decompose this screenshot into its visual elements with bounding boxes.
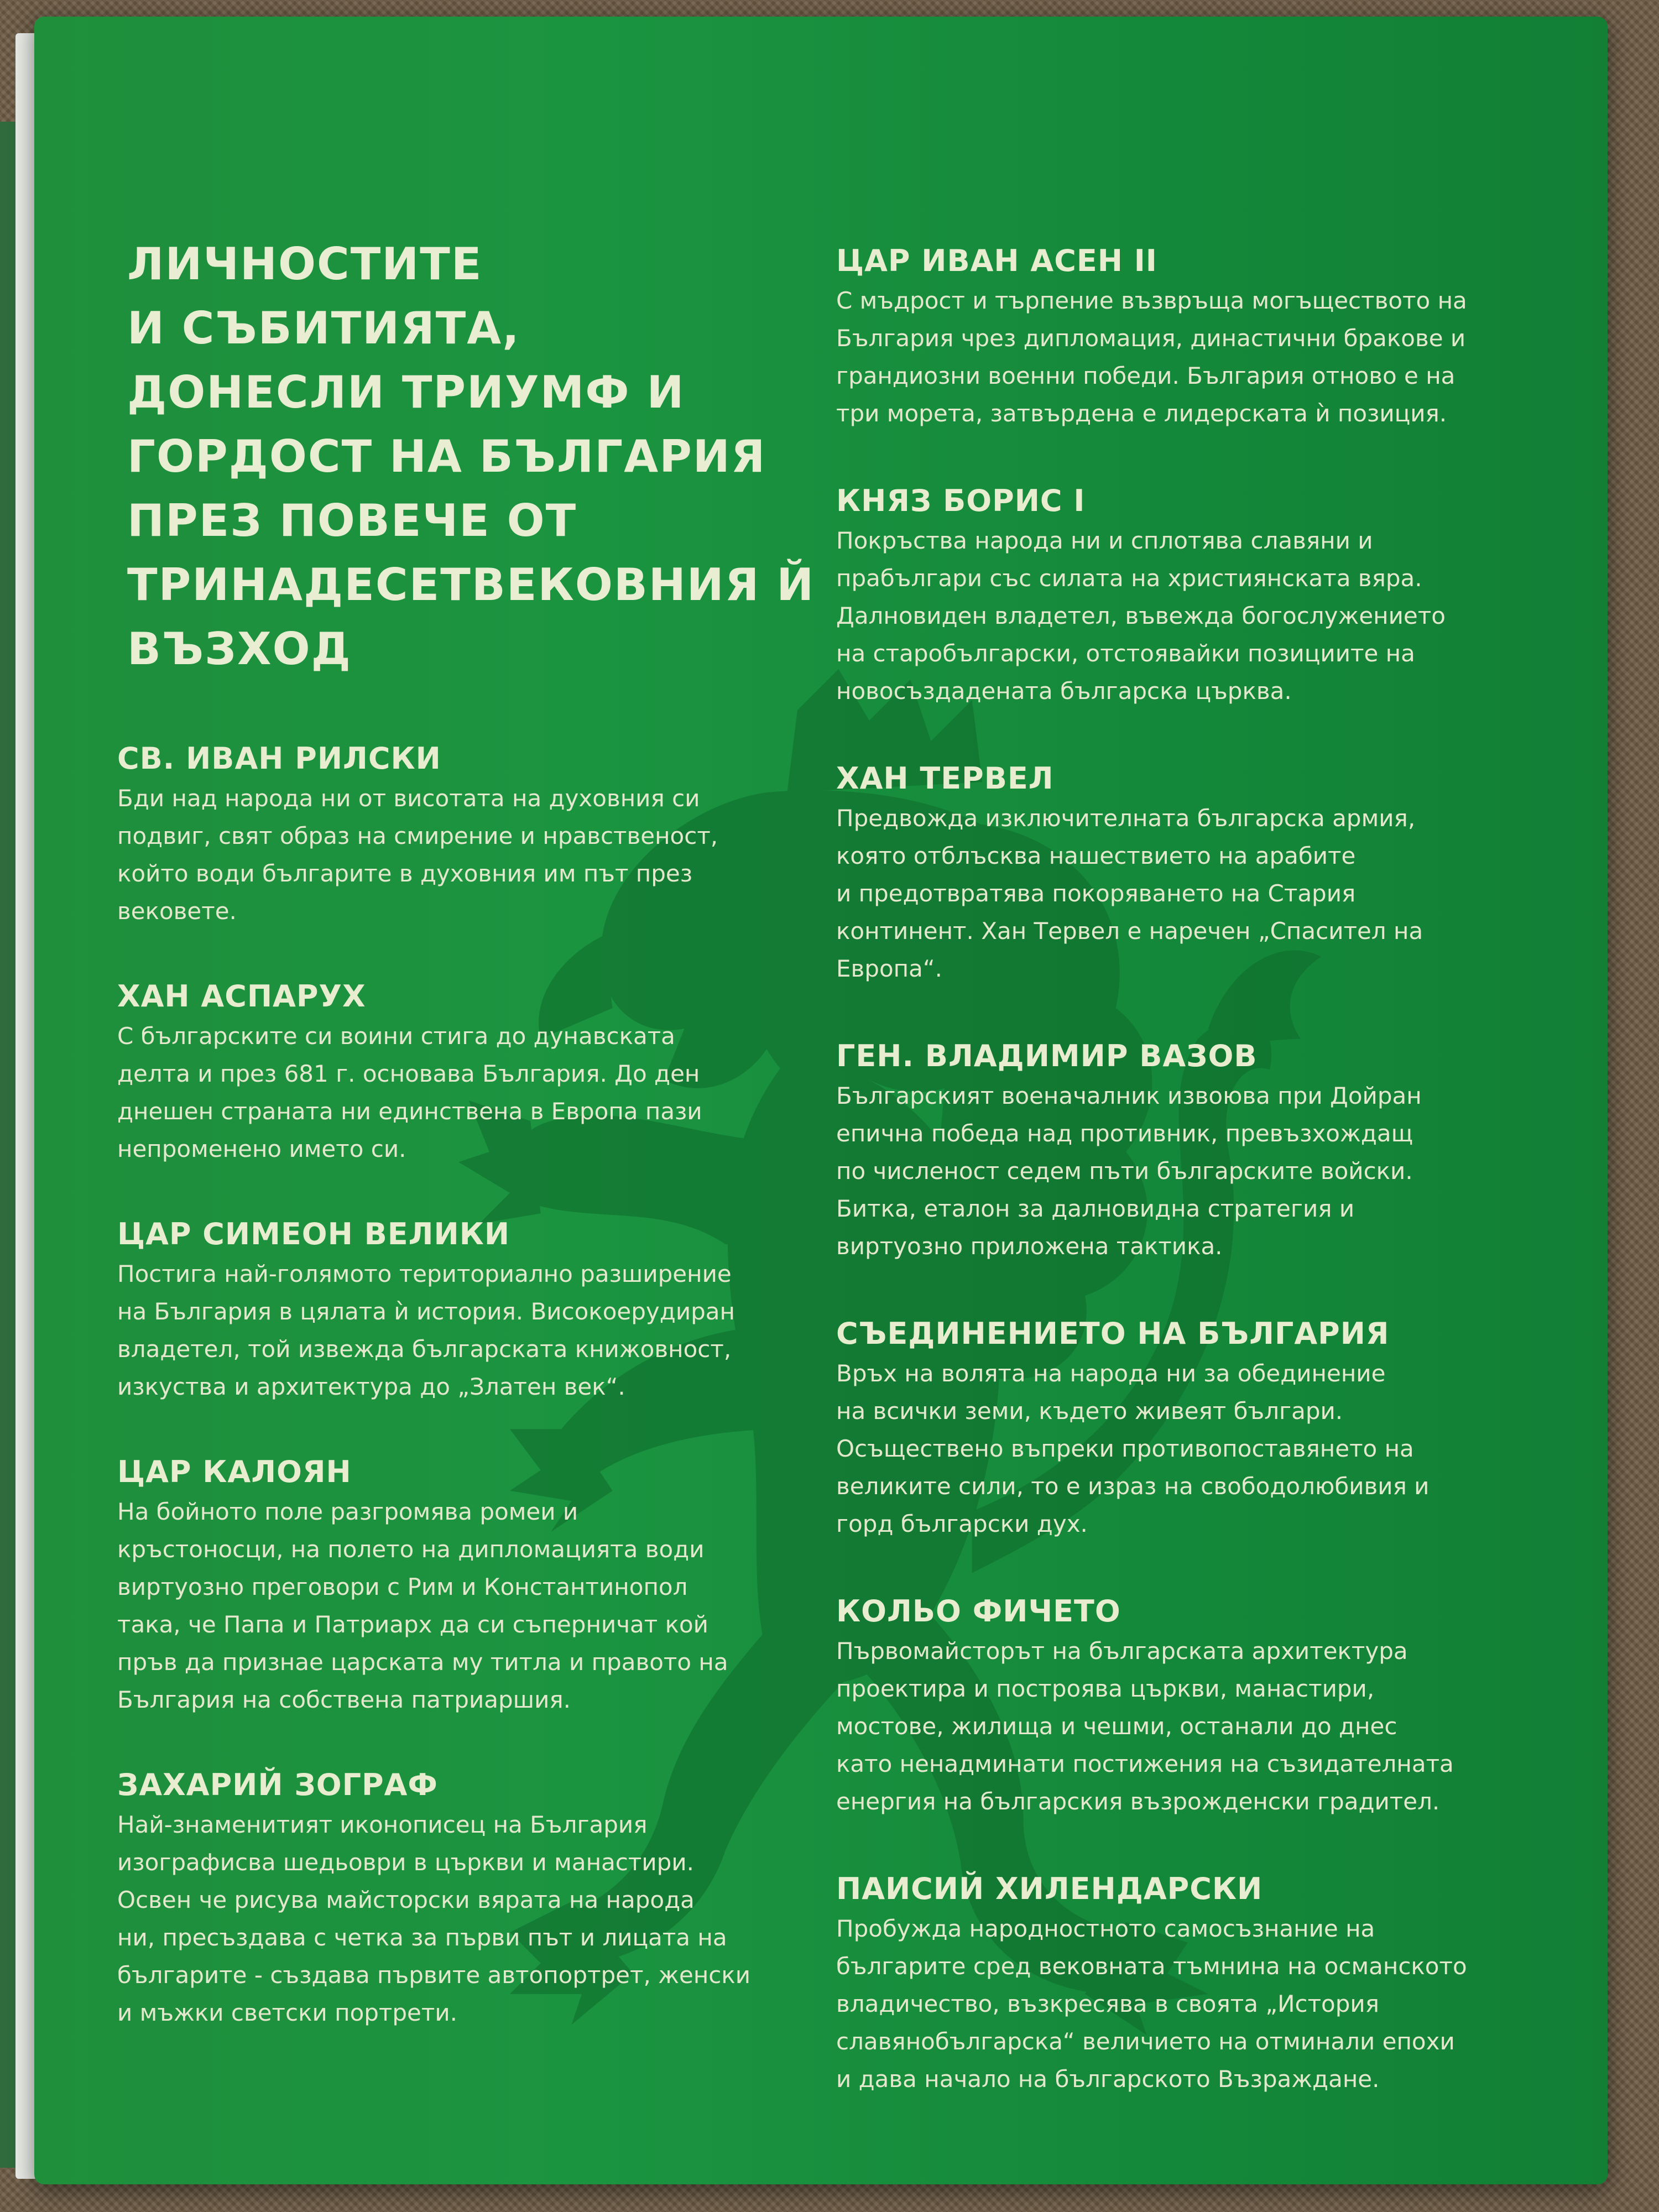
right-column xyxy=(836,243,1544,2149)
entry-ivan-rilski xyxy=(117,741,825,930)
entry-paisiy xyxy=(836,1871,1544,2098)
entry-text: Предвожда изключителната българска армия, която отблъсква нашествието на арабите и предотвратява покоряването на Стария континент. Хан Тервел е наречен „Спасител на Европа“. xyxy=(836,805,1423,982)
title-text: ЛИЧНОСТИТЕ И СЪБИТИЯТА, ДОНЕСЛИ ТРИУМФ И ГОРДОСТ НА БЪЛГАРИЯ ПРЕЗ ПОВЕЧЕ ОТ ТРИНАДЕСЕТВЕКОВНИЯ Й ВЪЗХОД xyxy=(127,238,815,675)
entry-text: На бойното поле разгромява ромеи и кръстоносци, на полето на дипломацията води виртуозно преговори с Рим и Константинопол така, че Папа и Патриарх да си съперничат кой пръв да признае царската му титла и правото на България на собствена патриаршия. xyxy=(117,1498,728,1713)
entry-text: Българският военачалник извоюва при Дойран епична победа над противник, превъзхождащ по численост седем пъти българските войски. Битка, еталон за далновидна стратегия и виртуозно приложена тактика. xyxy=(836,1082,1422,1260)
entry-heading: СВ. ИВАН РИЛСКИ xyxy=(117,741,441,776)
entry-text: Пробужда народностното самосъзнание на българите сред вековната тъмнина на османското владичество, възкресява в своята „История славянобългарска“ величието на отминали епохи и дава начало на българското Възраждане. xyxy=(836,1915,1467,2093)
entry-text: С мъдрост и търпение възвръща могъществото на България чрез дипломация, династични бракове и грандиозни военни победи. България отново е на три морета, затвърдена е лидерската ѝ позиция. xyxy=(836,287,1467,427)
entry-text: Бди над народа ни от висотата на духовния си подвиг, свят образ на смирение и нравственост, който води българите в духовния им път през вековете. xyxy=(117,785,718,925)
entry-heading: ГЕН. ВЛАДИМИР ВАЗОВ xyxy=(836,1039,1258,1073)
entry-text: Първомайсторът на българската архитектура проектира и построява църкви, манастири, мостове, жилища и чешми, останали до днес като ненадминати постижения на съзидателната енергия на българския възрожденски градител. xyxy=(836,1637,1454,1815)
entry-zahariy-zograf xyxy=(117,1767,825,2032)
left-column xyxy=(117,741,825,2080)
entry-ivan-asen xyxy=(836,243,1544,432)
entry-kolyo-ficheto xyxy=(836,1594,1544,1820)
page-title xyxy=(127,232,846,681)
entry-vladimir-vazov xyxy=(836,1039,1544,1265)
entry-text: Връх на волята на народа ни за обединение на всички земи, където живеят българи. Осъществено въпреки противопоставянето на великите сили, то е израз на свободолюбивия и горд български дух. xyxy=(836,1360,1430,1537)
entry-heading: ЦАР ИВАН АСЕН II xyxy=(836,243,1157,278)
entry-heading: ЦАР СИМЕОН ВЕЛИКИ xyxy=(117,1217,510,1251)
entry-heading: ПАИСИЙ ХИЛЕНДАРСКИ xyxy=(836,1871,1263,1906)
entry-tsar-simeon xyxy=(117,1217,825,1406)
entry-text: Най-знаменитият иконописец на България изографисва шедьоври в църкви и манастири. Освен че рисува майсторски вярата на народа ни, пресъздава с четка за първи път и лицата на българите - създава първите автопортрет, женски и мъжки светски портрети. xyxy=(117,1811,751,2026)
entry-tsar-kaloyan xyxy=(117,1454,825,1719)
entry-heading: ХАН ТЕРВЕЛ xyxy=(836,761,1054,796)
entry-text: С българските си воини стига до дунавската делта и през 681 г. основава България. До ден днешен страната ни единствена в Европа пази непроменено името си. xyxy=(117,1022,702,1162)
entry-han-tervel xyxy=(836,761,1544,988)
entry-heading: КОЛЬО ФИЧЕТО xyxy=(836,1594,1121,1629)
entry-text: Покръства народа ни и сплотява славяни и прабългари със силата на християнската вяра. Далновиден владетел, въвежда богослужението на старобългарски, отстоявайки позициите на новосъздадената българска църква. xyxy=(836,527,1446,705)
book-back-cover xyxy=(34,17,1608,2184)
entry-heading: ХАН АСПАРУХ xyxy=(117,979,366,1014)
entry-heading: ЦАР КАЛОЯН xyxy=(117,1454,352,1489)
entry-heading: ЗАХАРИЙ ЗОГРАФ xyxy=(117,1767,438,1802)
entry-heading: СЪЕДИНЕНИЕТО НА БЪЛГАРИЯ xyxy=(836,1316,1390,1351)
entry-text: Постига най-голямото териториално разширение на България в цялата ѝ история. Високоерудиран владетел, той извежда българската книжовност, изкуства и архитектура до „Златен век“. xyxy=(117,1260,735,1400)
entry-heading: КНЯЗ БОРИС I xyxy=(836,483,1086,518)
entry-saedinenieto xyxy=(836,1316,1544,1543)
entry-han-asparuh xyxy=(117,979,825,1168)
entry-knyaz-boris xyxy=(836,483,1544,710)
